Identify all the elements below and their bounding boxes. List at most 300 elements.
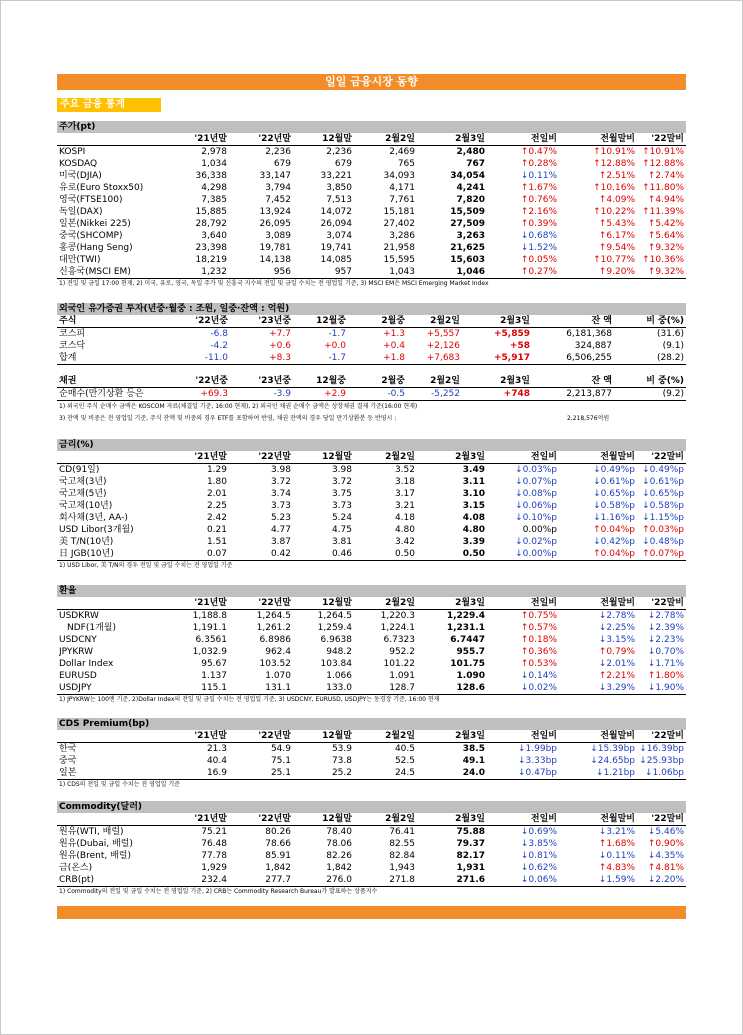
column-header: 전월말비 — [600, 452, 635, 462]
change-cell: ↑6.17% — [598, 231, 635, 241]
row-label: 신흥국(MSCI EM) — [59, 267, 131, 277]
change-cell: ↑0.04%p — [593, 549, 635, 559]
table-row — [57, 488, 686, 500]
change-cell: ↑0.39% — [520, 219, 557, 229]
value-cell: 95.67 — [201, 659, 227, 669]
column-header: '22말비 — [651, 598, 684, 608]
change-cell: ↓0.65%p — [593, 489, 635, 499]
value-cell: 1,034 — [201, 159, 227, 169]
row-label: 코스피 — [59, 329, 86, 339]
value-cell: 6.9638 — [320, 635, 352, 645]
value-cell: 7,452 — [265, 195, 291, 205]
change-cell: ↑4.94% — [647, 195, 684, 205]
value-cell: 25.1 — [270, 768, 291, 778]
row-label: 미국(DJIA) — [59, 171, 102, 181]
table-row — [57, 862, 686, 874]
column-header: 12월말 — [322, 452, 352, 462]
column-header: 전월말비 — [600, 814, 635, 824]
table-row — [57, 682, 686, 695]
table-row — [57, 850, 686, 862]
row-label: 영국(FTSE100) — [59, 195, 123, 205]
value-cell: 2,236 — [326, 147, 352, 157]
change-cell: ↓1.59% — [598, 875, 635, 885]
value-cell: 3.87 — [270, 537, 291, 547]
value-cell: 23,398 — [195, 243, 227, 253]
row-label: 일본(Nikkei 225) — [59, 219, 131, 229]
column-header: 2월3일 — [455, 731, 485, 741]
column-header: 12월말 — [322, 134, 352, 144]
value-cell: 3.39 — [462, 537, 485, 547]
value-cell: 955.7 — [456, 647, 485, 657]
change-cell: ↓3.33bp — [517, 756, 557, 766]
change-cell: ↓24.65bp — [590, 756, 635, 766]
column-header: 전일비 — [530, 814, 557, 824]
value-cell: 21,625 — [450, 243, 485, 253]
change-cell: ↑0.07%p — [642, 549, 684, 559]
change-cell: ↑2.21% — [598, 671, 635, 681]
change-cell: ↑0.79% — [598, 647, 635, 657]
value-cell: 26,094 — [320, 219, 352, 229]
column-header: 12월말 — [322, 731, 352, 741]
row-label: NDF(1개월) — [67, 623, 116, 633]
value-cell: 76.41 — [389, 827, 415, 837]
value-cell: 1.070 — [265, 671, 291, 681]
column-header: '22년말 — [258, 731, 291, 741]
value-cell: 26,095 — [259, 219, 291, 229]
value-cell: 36,338 — [195, 171, 227, 181]
change-cell: ↑5.42% — [647, 219, 684, 229]
row-label: USD Libor(3개월) — [59, 525, 134, 535]
change-cell: ↑5.64% — [647, 231, 684, 241]
value-cell: 952.2 — [389, 647, 415, 657]
change-cell: ↓0.02% — [520, 683, 557, 693]
value-cell: +2.9 — [324, 389, 346, 399]
column-header: 전일비 — [530, 134, 557, 144]
change-cell: ↓0.49%p — [642, 465, 684, 475]
value-cell: +58 — [509, 341, 530, 351]
column-header: 전일비 — [530, 598, 557, 608]
change-cell: ↑0.47% — [520, 147, 557, 157]
value-cell: 28,792 — [195, 219, 227, 229]
value-cell: -1.7 — [328, 329, 346, 339]
column-header: 비 중(%) — [646, 376, 684, 386]
row-label: 원유(Brent, 배럴) — [59, 851, 131, 861]
value-cell: +748 — [503, 389, 530, 399]
change-cell: ↓0.58%p — [593, 501, 635, 511]
value-cell: 271.8 — [389, 875, 415, 885]
change-cell: ↑2.74% — [647, 171, 684, 181]
value-cell: 1,220.3 — [380, 611, 415, 621]
value-cell: 3.72 — [270, 477, 291, 487]
value-cell: 0.50 — [462, 549, 485, 559]
table-row — [57, 242, 686, 254]
value-cell: 78.40 — [326, 827, 352, 837]
change-cell: ↓0.69% — [520, 827, 557, 837]
change-cell: ↑10.91% — [642, 147, 684, 157]
value-cell: 1.51 — [206, 537, 227, 547]
value-cell: +1.8 — [383, 353, 405, 363]
value-cell: 14,085 — [320, 255, 352, 265]
value-cell: 0.42 — [270, 549, 291, 559]
value-cell: 1,191.1 — [192, 623, 227, 633]
column-header: 2월2일 — [385, 814, 415, 824]
value-cell: 15,595 — [383, 255, 415, 265]
value-cell: 1,264.5 — [256, 611, 291, 621]
value-cell: 4.18 — [394, 513, 415, 523]
value-cell: 38.5 — [462, 744, 485, 754]
change-cell: ↓2.78% — [598, 611, 635, 621]
foreign-footnote-1: 1) 외국인 주식 순매수 금액은 KOSCOM 자료(체결일 기준, 16:00 현재), 2) 외국인 채권 순매수 금액은 상장채권 결제 기준(16:00 현재) — [59, 403, 418, 410]
value-cell: 33,221 — [320, 171, 352, 181]
column-header: 전월말비 — [600, 731, 635, 741]
value-cell: +8.3 — [269, 353, 291, 363]
value-cell: (28.2) — [656, 353, 684, 363]
foreign-header: 외국인 유가증권 투자(년중·월중 : 조원, 일중·잔액 : 억원) — [57, 303, 686, 315]
value-cell: 767 — [466, 159, 485, 169]
value-cell: +1.3 — [383, 329, 405, 339]
value-cell: (9.2) — [662, 389, 684, 399]
value-cell: 3.73 — [270, 501, 291, 511]
change-cell: ↑0.76% — [520, 195, 557, 205]
change-cell: ↑9.32% — [647, 243, 684, 253]
value-cell: 76.48 — [201, 839, 227, 849]
row-label: 합계 — [59, 353, 77, 363]
column-header: 2월3일 — [455, 814, 485, 824]
value-cell: 3.49 — [462, 465, 485, 475]
value-cell: 82.17 — [456, 851, 485, 861]
bottom-bar — [57, 906, 686, 919]
table-row — [57, 548, 686, 561]
change-cell: ↑2.16% — [520, 207, 557, 217]
fx-column-header — [57, 597, 686, 610]
value-cell: 2,213,877 — [566, 389, 612, 399]
value-cell: +2,126 — [426, 341, 460, 351]
column-header: '22년중 — [195, 316, 228, 326]
value-cell: 1,943 — [389, 863, 415, 873]
value-cell: 3.81 — [331, 537, 352, 547]
commodity-header: Commodity(달러) — [57, 801, 686, 813]
foreign-column-header — [57, 315, 686, 328]
value-cell: 1,231.1 — [446, 623, 485, 633]
column-header: '23년중 — [258, 316, 291, 326]
change-cell: ↓3.29% — [598, 683, 635, 693]
row-label: 유로(Euro Stoxx50) — [59, 183, 144, 193]
value-cell: 1,046 — [456, 267, 485, 277]
column-header: 2월2일 — [385, 452, 415, 462]
value-cell: 1,264.5 — [317, 611, 352, 621]
value-cell: +0.6 — [269, 341, 291, 351]
change-cell: ↑10.16% — [593, 183, 635, 193]
value-cell: 54.9 — [270, 744, 291, 754]
column-header: 2월중 — [381, 376, 405, 386]
change-cell: ↓3.21% — [598, 827, 635, 837]
column-header: '22년중 — [195, 376, 228, 386]
commodity-column-header — [57, 813, 686, 826]
value-cell: 1,259.4 — [317, 623, 352, 633]
column-header: '22년말 — [258, 452, 291, 462]
change-cell: ↓0.03%p — [515, 465, 557, 475]
value-cell: 3.52 — [394, 465, 415, 475]
value-cell: 2,480 — [456, 147, 485, 157]
cds-footnote: 1) CDS의 전일 및 금일 수치는 전 영업일 기준 — [59, 781, 180, 788]
change-cell: ↑1.80% — [647, 671, 684, 681]
column-header: 전월말비 — [600, 598, 635, 608]
value-cell: 6,181,368 — [566, 329, 612, 339]
value-cell: 27,402 — [383, 219, 415, 229]
column-header: '21년말 — [194, 731, 227, 741]
value-cell: 6,506,255 — [566, 353, 612, 363]
change-cell: ↓4.35% — [647, 851, 684, 861]
value-cell: 4.80 — [462, 525, 485, 535]
value-cell: 3,263 — [456, 231, 485, 241]
column-header: 2월3일 — [500, 376, 530, 386]
change-cell: ↑10.22% — [593, 207, 635, 217]
value-cell: 7,385 — [201, 195, 227, 205]
value-cell: 3.21 — [394, 501, 415, 511]
table-row — [57, 158, 686, 170]
change-cell: ↑1.68% — [598, 839, 635, 849]
change-cell: 0.00%p — [522, 525, 557, 535]
value-cell: +5,557 — [426, 329, 460, 339]
row-label: 코스닥 — [59, 341, 86, 351]
column-header: 2월3일 — [455, 452, 485, 462]
column-header: 비 중(%) — [646, 316, 684, 326]
value-cell: 5.24 — [331, 513, 352, 523]
cds-premium-section — [57, 718, 686, 790]
column-header: '23년중 — [258, 376, 291, 386]
table-row — [57, 658, 686, 670]
change-cell: ↓1.71% — [647, 659, 684, 669]
table-row — [57, 146, 686, 158]
row-label: CD(91일) — [59, 465, 100, 475]
value-cell: 3.75 — [331, 489, 352, 499]
column-header: '22년말 — [258, 814, 291, 824]
column-header: '22말비 — [651, 731, 684, 741]
column-header: '22년말 — [258, 134, 291, 144]
footnote-value: 2,218,576억원 — [567, 415, 610, 422]
change-cell: ↑12.88% — [593, 159, 635, 169]
value-cell: 1,188.8 — [192, 611, 227, 621]
column-header: 채권 — [59, 376, 77, 386]
value-cell: 956 — [273, 267, 291, 277]
column-header: '21년말 — [194, 814, 227, 824]
value-cell: 5.23 — [270, 513, 291, 523]
value-cell: 15,509 — [450, 207, 485, 217]
stocks-header: 주가(pt) — [57, 121, 686, 133]
change-cell: ↑0.75% — [520, 611, 557, 621]
change-cell: ↓1.99bp — [517, 744, 557, 754]
value-cell: +0.4 — [383, 341, 405, 351]
change-cell: ↓1.06bp — [644, 768, 684, 778]
value-cell: 2,978 — [201, 147, 227, 157]
table-row — [57, 464, 686, 476]
value-cell: 1,261.2 — [256, 623, 291, 633]
table-row — [57, 646, 686, 658]
column-header: '22년말 — [258, 598, 291, 608]
value-cell: 133.0 — [326, 683, 352, 693]
row-label: 日 JGB(10년) — [59, 549, 114, 559]
change-cell: ↓0.06%p — [515, 501, 557, 511]
value-cell: 101.75 — [450, 659, 485, 669]
value-cell: 324,887 — [574, 341, 612, 351]
column-header: 2월2일 — [430, 376, 460, 386]
value-cell: 4,298 — [201, 183, 227, 193]
change-cell: ↓0.10%p — [515, 513, 557, 523]
value-cell: +5,859 — [493, 329, 530, 339]
change-cell: ↑11.80% — [642, 183, 684, 193]
row-label: 일본 — [59, 768, 77, 778]
value-cell: 3.98 — [331, 465, 352, 475]
value-cell: -0.5 — [387, 389, 405, 399]
change-cell: ↓0.08%p — [515, 489, 557, 499]
value-cell: 75.21 — [201, 827, 227, 837]
value-cell: 3,286 — [389, 231, 415, 241]
table-row — [57, 254, 686, 266]
value-cell: 49.1 — [462, 756, 485, 766]
change-cell: ↓0.65%p — [642, 489, 684, 499]
change-cell: ↑0.57% — [520, 623, 557, 633]
change-cell: ↓2.78% — [647, 611, 684, 621]
value-cell: 2.01 — [206, 489, 227, 499]
change-cell: ↑4.09% — [598, 195, 635, 205]
value-cell: 0.21 — [206, 525, 227, 535]
value-cell: 19,741 — [320, 243, 352, 253]
value-cell: 3.15 — [462, 501, 485, 511]
value-cell: 4.77 — [270, 525, 291, 535]
row-label: 금(온스) — [59, 863, 93, 873]
value-cell: 3.42 — [394, 537, 415, 547]
value-cell: 1,842 — [265, 863, 291, 873]
change-cell: ↓25.93bp — [639, 756, 684, 766]
change-cell: ↓0.48%p — [642, 537, 684, 547]
column-header: '22말비 — [651, 452, 684, 462]
value-cell: 3.10 — [462, 489, 485, 499]
column-header: 전일비 — [530, 731, 557, 741]
table-row — [57, 170, 686, 182]
value-cell: 53.9 — [331, 744, 352, 754]
value-cell: 1.091 — [389, 671, 415, 681]
value-cell: 24.0 — [462, 768, 485, 778]
rates-column-header — [57, 451, 686, 464]
column-header: 잔 액 — [591, 316, 612, 326]
change-cell: ↑0.28% — [520, 159, 557, 169]
fx-footnote: 1) JPYKRW는 100엔 기준, 2)Dollar Index의 전일 및 금일 수치는 전 영업일 기준, 3) USDCNY, EURUSD, USDJPY는 동경장 기준, 16:00 현재 — [59, 696, 440, 703]
table-row — [57, 874, 686, 887]
stocks-footnote: 1) 전일 및 금일 17:00 현재, 2) 미국, 유로, 영국, 독일 주가 및 신흥국 지수의 전일 및 금일 수치는 전 영업일 기준, 3) MSCI EM은 MSCI Emerging Market Index — [59, 280, 489, 287]
value-cell: 765 — [397, 159, 415, 169]
change-cell: ↓15.39bp — [590, 744, 635, 754]
value-cell: 0.50 — [394, 549, 415, 559]
change-cell: ↓2.20% — [647, 875, 684, 885]
value-cell: 21,958 — [383, 243, 415, 253]
change-cell: ↑5.43% — [598, 219, 635, 229]
value-cell: 103.52 — [259, 659, 291, 669]
row-label: USDCNY — [59, 635, 97, 645]
value-cell: +69.3 — [200, 389, 228, 399]
change-cell: ↑0.90% — [647, 839, 684, 849]
row-label: 중국 — [59, 756, 77, 766]
value-cell: 79.37 — [456, 839, 485, 849]
value-cell: 1.80 — [206, 477, 227, 487]
change-cell: ↓0.11% — [520, 171, 557, 181]
table-row — [57, 340, 686, 352]
value-cell: 1,232 — [201, 267, 227, 277]
change-cell: ↑10.91% — [593, 147, 635, 157]
column-header: 12월중 — [316, 316, 346, 326]
section-gap — [57, 365, 686, 375]
table-row — [57, 622, 686, 634]
column-header: 2월3일 — [500, 316, 530, 326]
change-cell: ↑0.18% — [520, 635, 557, 645]
row-label: JPYKRW — [59, 647, 94, 657]
change-cell: ↑9.32% — [647, 267, 684, 277]
rates-footnote: 1) USD Libor, 美 T/N의 경우 전일 및 금일 수치는 전 영업일 기준 — [59, 562, 233, 569]
change-cell: ↓0.49%p — [593, 465, 635, 475]
value-cell: 277.7 — [265, 875, 291, 885]
value-cell: 1,842 — [326, 863, 352, 873]
value-cell: 75.88 — [456, 827, 485, 837]
change-cell: ↑1.67% — [520, 183, 557, 193]
value-cell: 1,931 — [456, 863, 485, 873]
value-cell: 1,229.4 — [446, 611, 485, 621]
table-row — [57, 194, 686, 206]
change-cell: ↓0.42%p — [593, 537, 635, 547]
change-cell: ↓2.25% — [598, 623, 635, 633]
table-row — [57, 352, 686, 365]
value-cell: 27,509 — [450, 219, 485, 229]
value-cell: 0.07 — [206, 549, 227, 559]
row-label: 순매수(만기상환 등은 — [59, 389, 144, 399]
change-cell: ↓0.58%p — [642, 501, 684, 511]
change-cell: ↓0.70% — [647, 647, 684, 657]
value-cell: 3.98 — [270, 465, 291, 475]
value-cell: 14,072 — [320, 207, 352, 217]
value-cell: -11.0 — [204, 353, 228, 363]
value-cell: 271.6 — [456, 875, 485, 885]
change-cell: ↓0.68% — [520, 231, 557, 241]
value-cell: 3,640 — [201, 231, 227, 241]
column-header: 12월말 — [322, 814, 352, 824]
value-cell: 101.22 — [383, 659, 415, 669]
change-cell: ↑4.83% — [598, 863, 635, 873]
column-header: 2월3일 — [455, 598, 485, 608]
column-header: '22말비 — [651, 814, 684, 824]
row-label: EURUSD — [59, 671, 97, 681]
change-cell: ↑9.54% — [598, 243, 635, 253]
value-cell: (31.6) — [656, 329, 684, 339]
value-cell: 276.0 — [326, 875, 352, 885]
table-row — [57, 838, 686, 850]
value-cell: 6.7447 — [450, 635, 485, 645]
row-label: 한국 — [59, 744, 77, 754]
change-cell: ↓3.85% — [520, 839, 557, 849]
table-row — [57, 755, 686, 767]
value-cell: 1,032.9 — [192, 647, 227, 657]
change-cell: ↓1.15%p — [642, 513, 684, 523]
value-cell: 3.11 — [462, 477, 485, 487]
value-cell: -1.7 — [328, 353, 346, 363]
value-cell: 21.3 — [206, 744, 227, 754]
value-cell: -4.2 — [210, 341, 228, 351]
table-row — [57, 634, 686, 646]
value-cell: 24.5 — [394, 768, 415, 778]
cds-header: CDS Premium(bp) — [57, 718, 686, 730]
value-cell: 1.137 — [201, 671, 227, 681]
value-cell: 7,820 — [456, 195, 485, 205]
commodity-footnote: 1) Commodity의 전일 및 금일 수치는 전 영업일 기준, 2) CRB는 Commodity Research Bureau가 발표하는 상품지수 — [59, 888, 378, 895]
value-cell: 3,089 — [265, 231, 291, 241]
change-cell: ↓1.21bp — [595, 768, 635, 778]
